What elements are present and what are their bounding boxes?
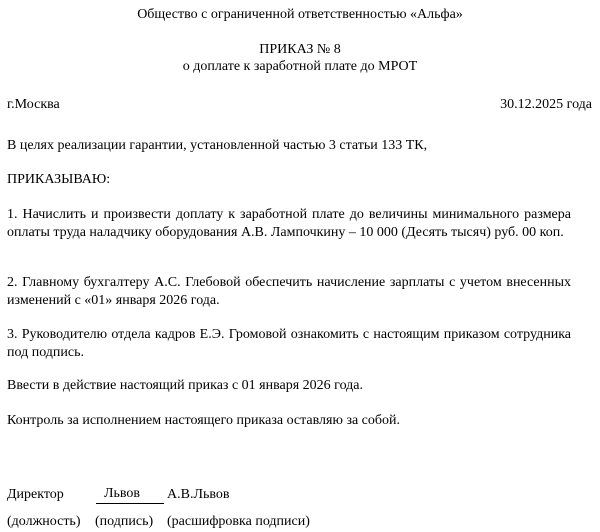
order-date: 30.12.2025 года [500, 97, 592, 112]
city: г.Москва [7, 97, 60, 112]
control-clause: Контроль за исполнением настоящего приказа оставляю за собой. [7, 413, 401, 428]
order-subject: о доплате к заработной плате до МРОТ [182, 59, 418, 74]
signer-name: А.В.Львов [167, 487, 230, 502]
caption-name: (расшифровка подписи) [167, 514, 310, 529]
order-item-3: 3. Руководителю отдела кадров Е.Э. Громовой ознакомить с настоящим приказом сотрудника под подпись. [7, 327, 571, 360]
preamble: В целях реализации гарантии, установленной частью 3 статьи 133 ТК, [7, 138, 428, 153]
order-word: ПРИКАЗЫВАЮ: [7, 172, 111, 187]
caption-position: (должность) [7, 514, 81, 529]
company-name: Общество с ограниченной ответственностью «Альфа» [137, 7, 463, 22]
order-item-2: 2. Главному бухгалтеру А.С. Глебовой обеспечить начисление зарплаты с учетом внесенных изменений с «01» января 2026 года. [7, 275, 571, 308]
order-title: ПРИКАЗ № 8 [259, 42, 341, 57]
signature: Львов [104, 486, 141, 501]
order-item-1: 1. Начислить и произвести доплату к заработной плате до величины минимального размера оплаты труда наладчику оборудования А.В. Лампочкину – 10 000 (Десять тысяч) руб. 00 коп. [7, 207, 571, 240]
caption-signature: (подпись) [95, 514, 154, 529]
effective-date-clause: Ввести в действие настоящий приказ с 01 января 2026 года. [7, 378, 364, 393]
signer-position: Директор [7, 487, 64, 502]
signature-line [96, 503, 164, 504]
